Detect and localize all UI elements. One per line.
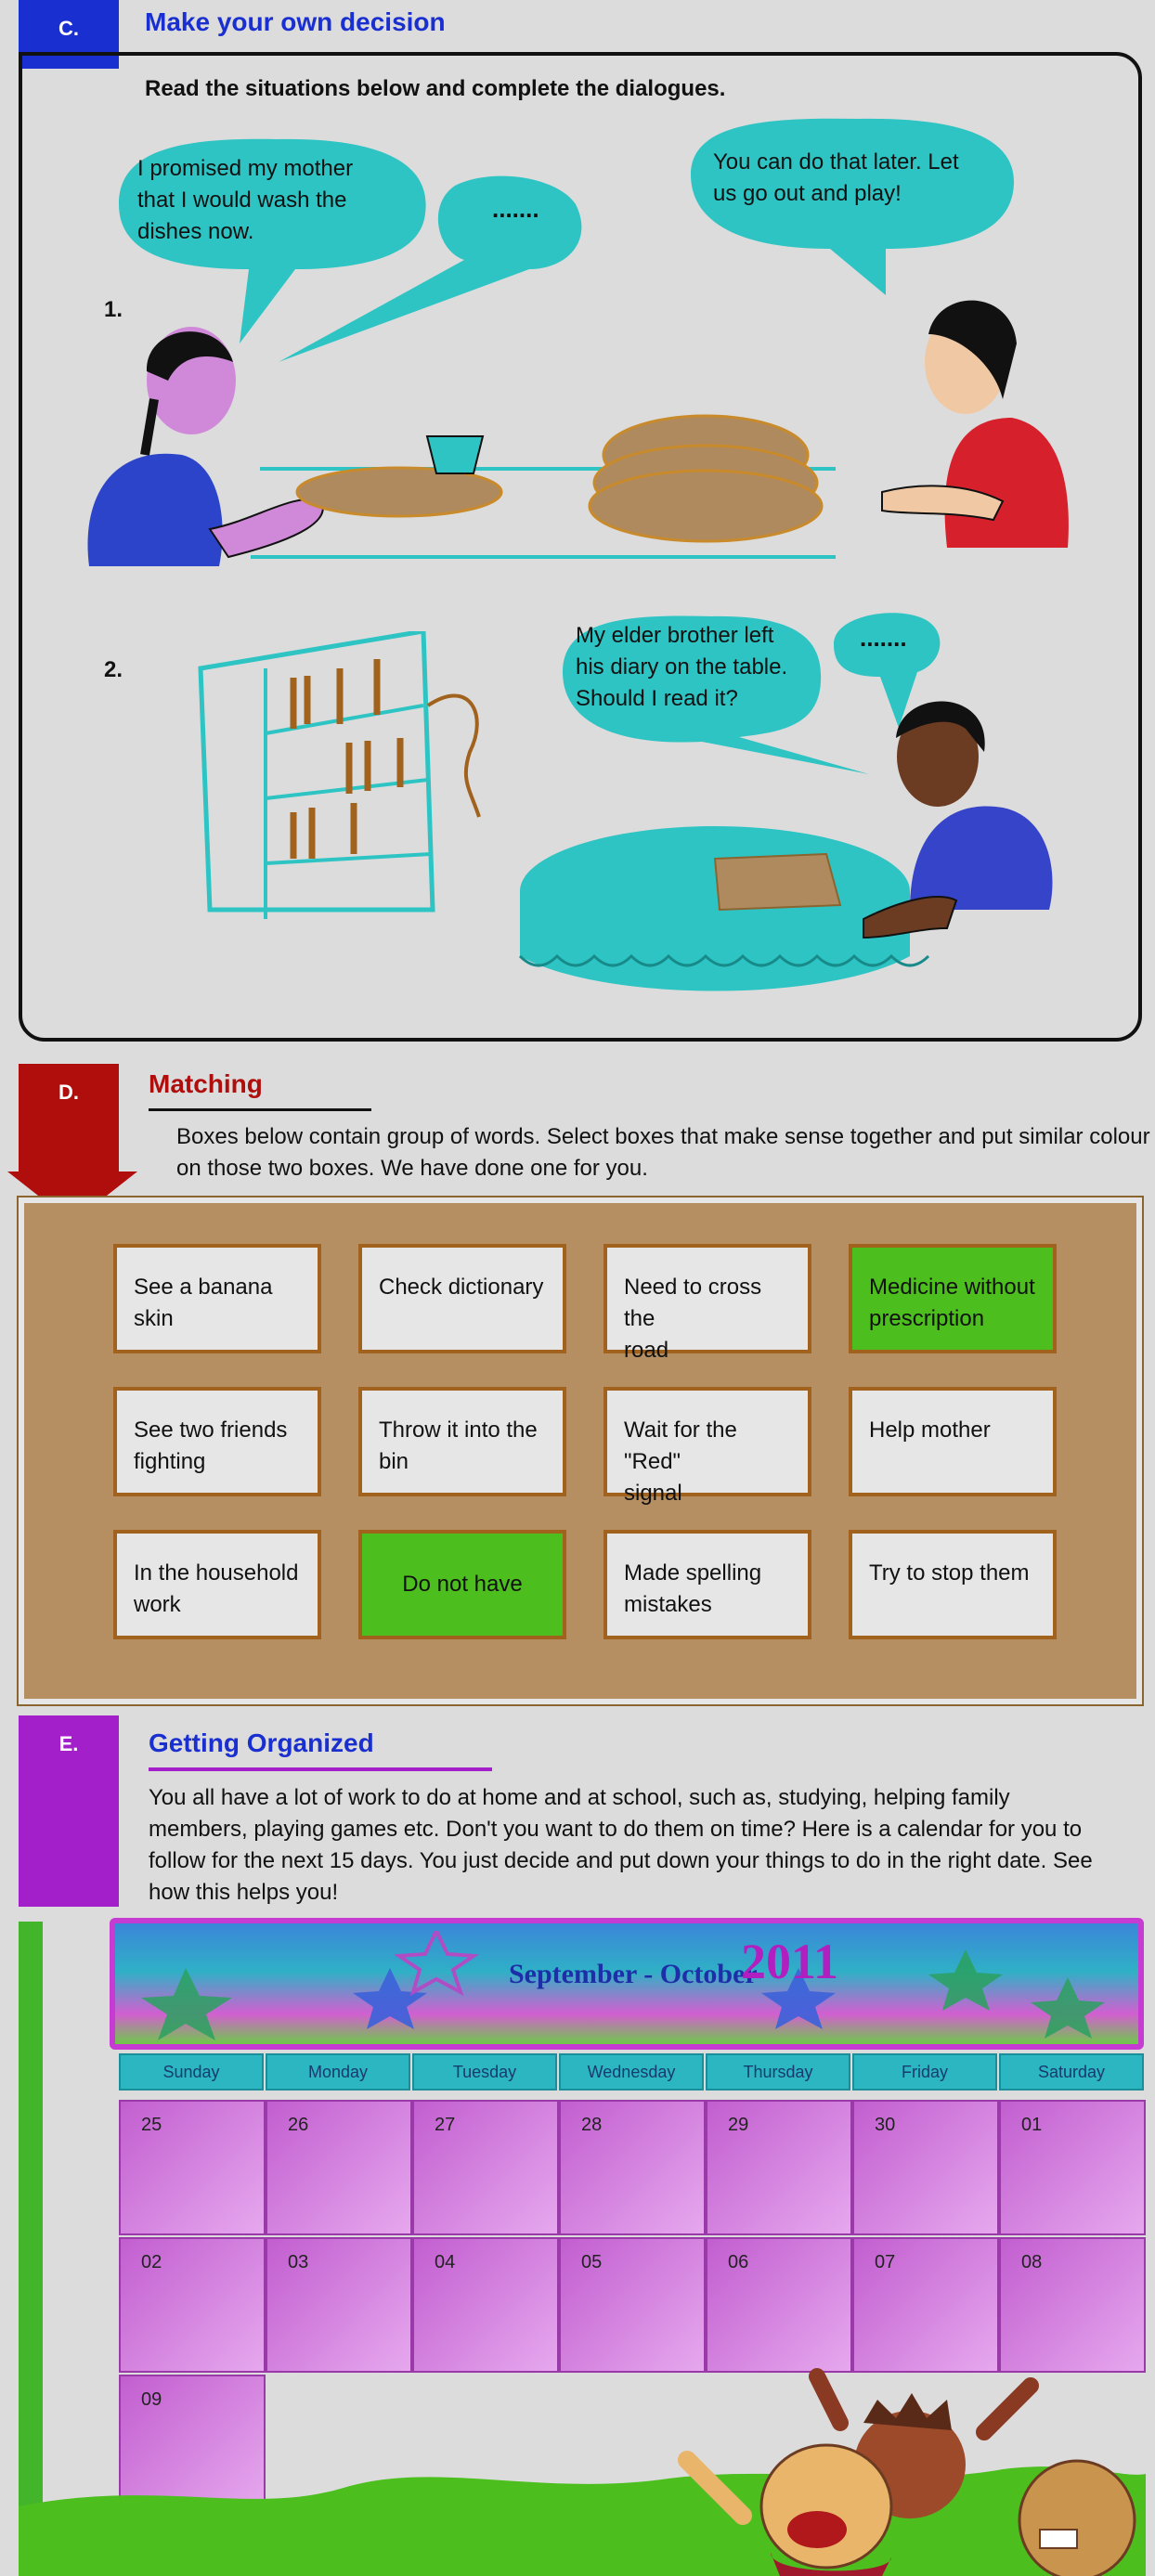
- day-header-saturday: Saturday: [999, 2053, 1144, 2091]
- date-cell-01[interactable]: 01: [999, 2100, 1146, 2235]
- date-cell-08[interactable]: 08: [999, 2237, 1146, 2373]
- date-cell-04[interactable]: 04: [412, 2237, 559, 2373]
- section-e-title-underline: [149, 1767, 492, 1771]
- item-1-number: 1.: [104, 297, 123, 322]
- section-c-tag: C.: [19, 0, 119, 69]
- day-header-friday: Friday: [852, 2053, 997, 2091]
- card-throw-into-bin[interactable]: Throw it into the bin: [358, 1387, 566, 1496]
- card-need-cross-road[interactable]: Need to cross the road: [603, 1244, 811, 1353]
- date-cell-05[interactable]: 05: [559, 2237, 706, 2373]
- bubble-3-text: My elder brother left his diary on the table. Should I read it?: [576, 623, 788, 711]
- date-cell-28[interactable]: 28: [559, 2100, 706, 2235]
- day-header-tuesday: Tuesday: [412, 2053, 557, 2091]
- card-check-dictionary[interactable]: Check dictionary: [358, 1244, 566, 1353]
- card-in-household-work[interactable]: In the household work: [113, 1530, 321, 1639]
- bubble-dots-2: .......: [860, 624, 907, 652]
- section-d-title-underline: [149, 1108, 371, 1111]
- girl-right-illustration: [863, 278, 1086, 557]
- date-cell-06[interactable]: 06: [706, 2237, 852, 2373]
- day-header-wednesday: Wednesday: [559, 2053, 704, 2091]
- day-header-monday: Monday: [266, 2053, 410, 2091]
- section-d-instruction: Boxes below contain group of words. Select boxes that make sense together and put similar colour on those two boxes. We have done one for you.: [176, 1124, 1150, 1181]
- date-cell-25[interactable]: 25: [119, 2100, 266, 2235]
- section-c-title: Make your own decision: [145, 7, 446, 36]
- day-header-sunday: Sunday: [119, 2053, 264, 2091]
- date-cell-29[interactable]: 29: [706, 2100, 852, 2235]
- date-cell-07[interactable]: 07: [852, 2237, 999, 2373]
- item-2-number: 2.: [104, 657, 123, 682]
- date-cell-03[interactable]: 03: [266, 2237, 412, 2373]
- section-c-instruction: Read the situations below and complete the dialogues.: [145, 76, 726, 101]
- calendar-year: 2011: [741, 1934, 839, 1989]
- calendar-month-label: September - October: [509, 1959, 758, 1989]
- date-cell-02[interactable]: 02: [119, 2237, 266, 2373]
- bookshelf-illustration: [191, 631, 526, 938]
- bubble-dots-1: .......: [492, 195, 539, 223]
- card-made-spelling-mistakes[interactable]: Made spelling mistakes: [603, 1530, 811, 1639]
- date-cell-09[interactable]: 09: [119, 2375, 266, 2510]
- date-cell-30[interactable]: 30: [852, 2100, 999, 2235]
- date-cell-27[interactable]: 27: [412, 2100, 559, 2235]
- section-e-paragraph: You all have a lot of work to do at home and at school, such as, studying, helping family members, playing games etc. Don't you want to do them on time? Here is a calendar for you to follow for the next 15 days. You just decide and put down your things to do in the right date. See how this helps you!: [149, 1785, 1093, 1905]
- bubble-1-text: I promised my mother that I would wash the dishes now.: [137, 156, 354, 244]
- section-d-title: Matching: [149, 1069, 263, 1098]
- boy-illustration: [854, 687, 1068, 947]
- card-see-banana-skin[interactable]: See a banana skin: [113, 1244, 321, 1353]
- card-try-to-stop-them[interactable]: Try to stop them: [849, 1530, 1057, 1639]
- day-header-thursday: Thursday: [706, 2053, 850, 2091]
- card-wait-for-red-signal[interactable]: Wait for the "Red" signal: [603, 1387, 811, 1496]
- table-scene-1: [241, 381, 873, 566]
- card-do-not-have[interactable]: Do not have: [358, 1530, 566, 1639]
- section-e-tag: E.: [19, 1715, 119, 1907]
- card-help-mother[interactable]: Help mother: [849, 1387, 1057, 1496]
- date-cell-26[interactable]: 26: [266, 2100, 412, 2235]
- section-e-title: Getting Organized: [149, 1728, 374, 1757]
- card-see-two-friends-fighting[interactable]: See two friends fighting: [113, 1387, 321, 1496]
- section-d-tag: D.: [19, 1064, 119, 1173]
- card-medicine-without-prescription[interactable]: Medicine without prescription: [849, 1244, 1057, 1353]
- bubble-2-text: You can do that later. Let us go out and play!: [713, 149, 959, 206]
- cheering-kids-illustration: [668, 2358, 1142, 2576]
